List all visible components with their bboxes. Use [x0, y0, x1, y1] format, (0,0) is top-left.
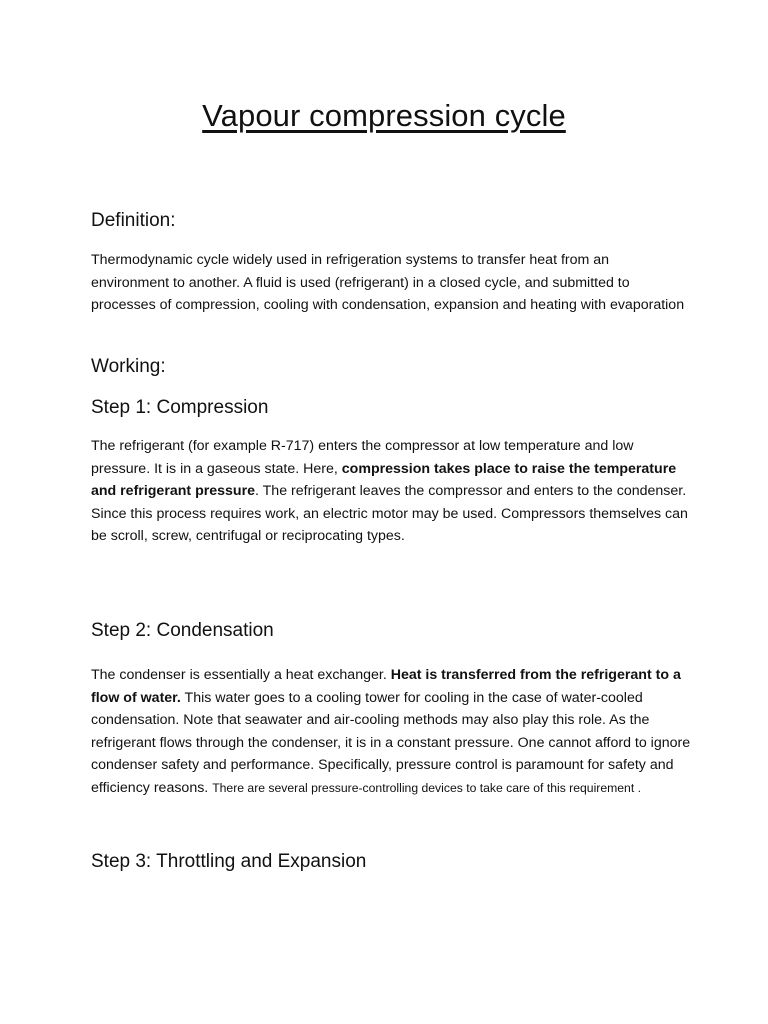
step1-paragraph: [91, 435, 691, 548]
definition-paragraph: Thermodynamic cycle widely used in refrigeration systems to transfer heat from an environment to another. A fluid is used (refrigerant) in a closed cycle, and submitted to processes of compression, cooling with condensation, expansion and heating with evaporation: [91, 252, 685, 314]
step2-text-a: The condenser is essentially a heat exchanger.: [91, 667, 391, 683]
definition-heading: Definition:: [91, 210, 176, 231]
step1-text-a: The refrigerant (for example R-717) enters the compressor at low temperature and low pressure. It is in a gaseous state. Here,: [91, 438, 634, 477]
step2-text-b: This water goes to a cooling tower for cooling in the case of water-cooled condensation. Note that seawater and air-cooling methods may also play this role. As the refrigerant flows through the condenser, it is in a constant pressure. One cannot afford to ignore condenser safety and performance. Specifically, pressure control is paramount for safety and efficiency reasons.: [91, 689, 691, 796]
step2-small-text: There are several pressure-controlling devices to take care of this requirement .: [212, 780, 641, 795]
step1-text-b: . The refrigerant leaves the compressor and enters to the condenser. Since this process requires work, an electric motor may be used. Compressors themselves can be scroll, screw, centrifugal or reciprocating types.: [91, 483, 688, 545]
step2-paragraph: [91, 664, 691, 800]
step2-heading: Step 2: Condensation: [91, 620, 274, 641]
step2-bold-text: Heat is transferred from the refrigerant to a flow of water.: [91, 667, 681, 706]
step1-bold-text: compression takes place to raise the temperature and refrigerant pressure: [91, 460, 677, 500]
step3-heading: Step 3: Throttling and Expansion: [91, 851, 367, 872]
step1-heading: Step 1: Compression: [91, 397, 269, 418]
document-title: Vapour compression cycle: [202, 98, 566, 133]
working-heading: Working:: [91, 356, 166, 377]
